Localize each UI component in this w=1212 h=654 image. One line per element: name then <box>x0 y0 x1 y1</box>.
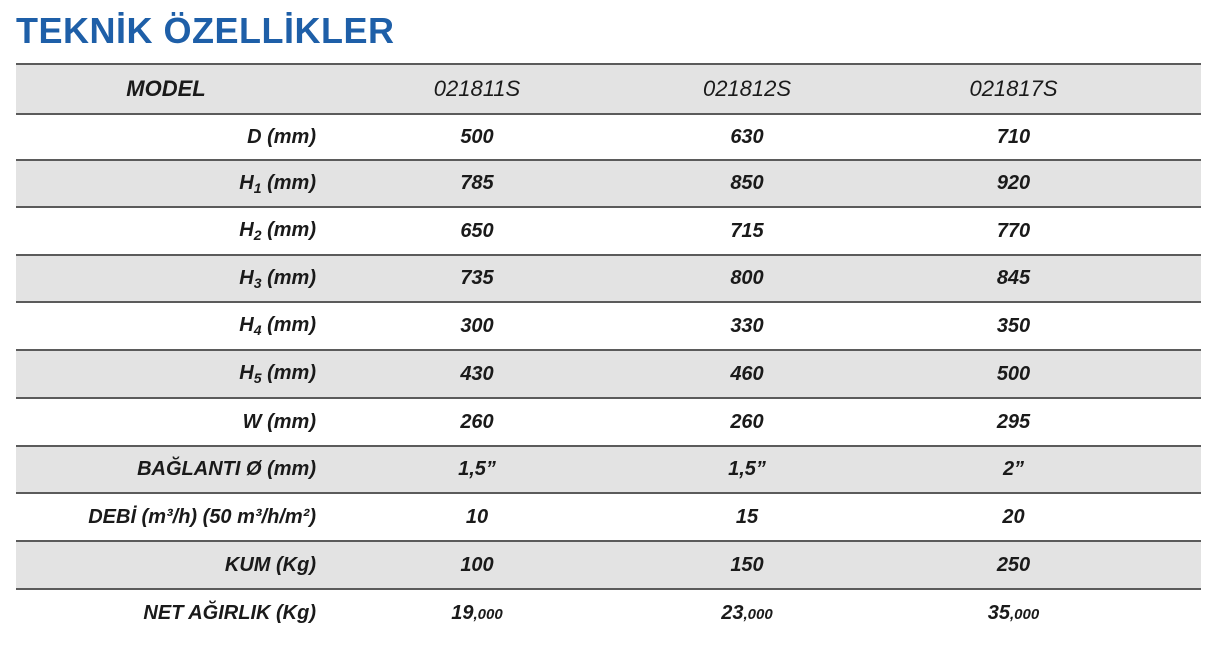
row-label-unit: (mm) <box>261 410 316 433</box>
cell-value: 260 <box>316 398 638 446</box>
row-label-unit: (mm) <box>261 458 316 480</box>
cell-value: 2” <box>856 446 1171 493</box>
cell-value: 350 <box>856 302 1171 350</box>
row-label-subscript: 2 <box>253 227 262 243</box>
row-label <box>16 541 316 589</box>
cell-value: 500 <box>856 350 1171 398</box>
table-row <box>16 589 1201 637</box>
row-label <box>16 160 316 207</box>
row-label <box>16 114 316 160</box>
cell-value: 800 <box>638 255 856 302</box>
cell-value: 10 <box>316 493 638 541</box>
cell-value: 500 <box>316 114 638 160</box>
table-row <box>16 493 1201 541</box>
cell-value: 630 <box>638 114 856 160</box>
row-label-subscript: 3 <box>253 274 262 291</box>
value-fraction: ,000 <box>473 606 503 623</box>
value-fraction: ,000 <box>743 606 773 623</box>
row-label-unit: (mm) <box>261 171 316 194</box>
row-label-main: W <box>242 410 262 433</box>
row-label-unit: (mm) <box>261 219 316 241</box>
cell-value <box>316 589 638 637</box>
table-row <box>16 350 1201 398</box>
cell-value: 1,5” <box>316 446 638 493</box>
cell-value: 1,5” <box>638 446 856 493</box>
row-label-main: BAĞLANTI Ø <box>137 458 262 480</box>
row-label-main: D <box>247 125 262 148</box>
row-label <box>16 255 316 302</box>
table-row <box>16 541 1201 589</box>
row-label-unit: (mm) <box>261 125 316 148</box>
row-label-main: KUM <box>224 553 271 576</box>
row-label-main: H <box>239 171 254 194</box>
cell-value: 850 <box>638 160 856 207</box>
cell-value: 715 <box>638 207 856 255</box>
cell-value: 20 <box>856 493 1171 541</box>
cell-value: 920 <box>856 160 1171 207</box>
model-name: 021811S <box>316 64 638 114</box>
cell-value: 845 <box>856 255 1171 302</box>
cell-value: 15 <box>638 493 856 541</box>
cell-value <box>856 589 1171 637</box>
table-row <box>16 207 1201 255</box>
row-label: NET AĞIRLIK (Kg) <box>16 589 316 637</box>
row-label-unit: (mm) <box>261 266 316 289</box>
table-row <box>16 398 1201 446</box>
value-whole: 19 <box>451 602 474 624</box>
cell-value: 295 <box>856 398 1171 446</box>
cell-value: 150 <box>638 541 856 589</box>
table-row <box>16 446 1201 493</box>
cell-value <box>638 589 856 637</box>
page-title: TEKNİK ÖZELLİKLER <box>16 10 395 51</box>
value-whole: 35 <box>987 602 1011 624</box>
cell-value: 735 <box>316 255 638 302</box>
row-label <box>16 350 316 398</box>
cell-value: 785 <box>316 160 638 207</box>
row-label-main: H <box>239 266 254 289</box>
header-row <box>16 64 1201 114</box>
cell-value: 710 <box>856 114 1171 160</box>
row-label-unit: (Kg) <box>270 553 316 576</box>
row-label-subscript: 1 <box>253 179 262 196</box>
table-row <box>16 160 1201 207</box>
cell-value: 430 <box>316 350 638 398</box>
row-label-main: H <box>239 314 254 336</box>
row-label <box>16 446 316 493</box>
table-row <box>16 302 1201 350</box>
cell-value: 100 <box>316 541 638 589</box>
row-label-main: H <box>239 219 254 241</box>
row-label <box>16 302 316 350</box>
cell-value: 330 <box>638 302 856 350</box>
cell-value: 250 <box>856 541 1171 589</box>
value-fraction: ,000 <box>1010 606 1040 623</box>
cell-value: 260 <box>638 398 856 446</box>
cell-value: 460 <box>638 350 856 398</box>
row-label-subscript: 4 <box>253 322 262 338</box>
model-header: MODEL <box>16 64 316 114</box>
cell-value: 770 <box>856 207 1171 255</box>
model-name: 021817S <box>856 64 1171 114</box>
row-label: DEBİ (m³/h) (50 m³/h/m²) <box>16 493 316 541</box>
row-label-subscript: 5 <box>253 370 262 386</box>
row-label <box>16 207 316 255</box>
table-row <box>16 114 1201 160</box>
row-label-unit: (mm) <box>261 314 316 336</box>
model-name: 021812S <box>638 64 856 114</box>
spec-table <box>16 63 1201 637</box>
cell-value: 650 <box>316 207 638 255</box>
row-label-main: H <box>239 362 254 384</box>
row-label-unit: (mm) <box>261 362 316 384</box>
row-label <box>16 398 316 446</box>
cell-value: 300 <box>316 302 638 350</box>
table-row <box>16 255 1201 302</box>
value-whole: 23 <box>721 602 744 624</box>
